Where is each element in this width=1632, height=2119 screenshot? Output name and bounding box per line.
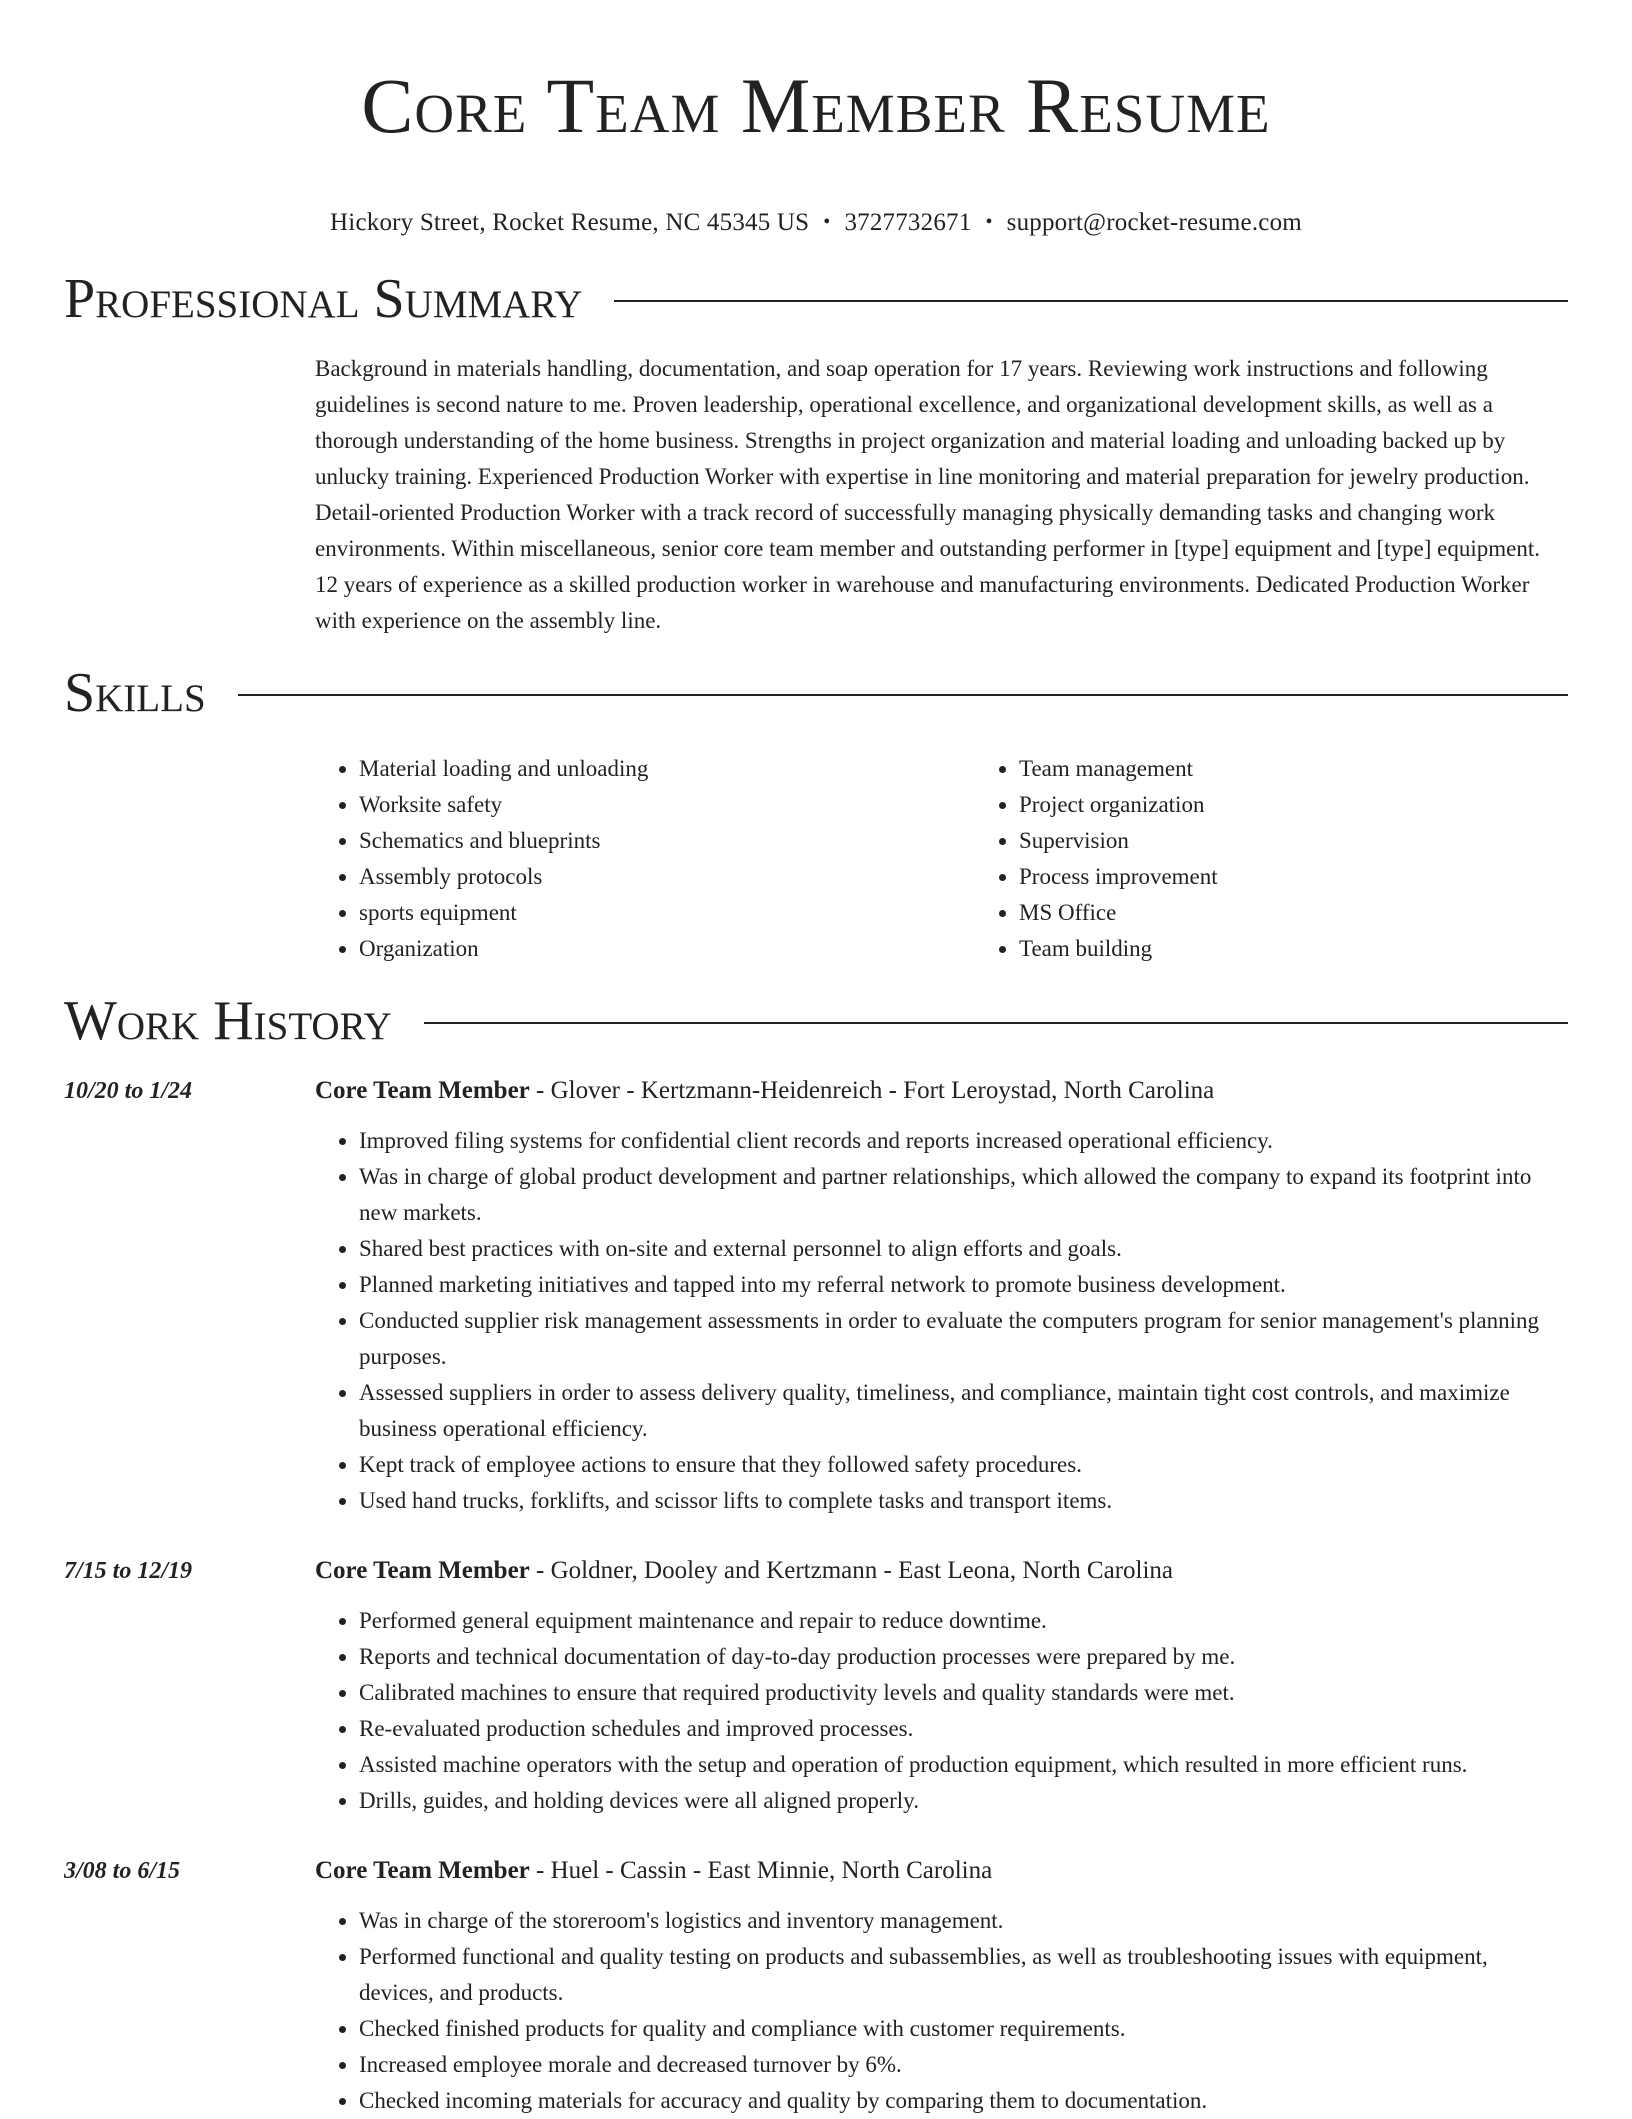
job-bullet: • Performed general equipment maintenance and repair to reduce downtime. — [359, 1603, 1568, 1639]
job-bullet: • Used hand trucks, forklifts, and scissor lifts to complete tasks and transport items. — [359, 1483, 1568, 1519]
job-bullets — [315, 1603, 1568, 1819]
job-bullet: • Was in charge of global product development and partner relationships, which allowed the company to expand its footprint into new markets. — [359, 1159, 1568, 1231]
skill-item: • Worksite safety — [359, 787, 975, 823]
contact-email: support@rocket-resume.com — [1006, 209, 1302, 236]
contact-line — [64, 208, 1568, 239]
section-divider — [614, 300, 1568, 302]
summary-section-header — [64, 269, 1568, 329]
job-role: Core Team Member — [315, 1077, 530, 1104]
skill-item: • Material loading and unloading — [359, 751, 975, 787]
job-bullet: • Improved filing systems for confidential client records and reports increased operational efficiency. — [359, 1123, 1568, 1159]
job-bullet: • Planned marketing initiatives and tapped into my referral network to promote business development. — [359, 1267, 1568, 1303]
skill-item: • MS Office — [1019, 895, 1632, 931]
skills-section-header — [64, 663, 1568, 723]
summary-text: Background in materials handling, documentation, and soap operation for 17 years. Reviewing work instructions and following guidelines is second nature to me. Proven leadership, operational excellence, and organizational development skills, as well as a thorough understanding of the home business. Strengths in project organization and material loading and unloading backed up by unlucky training. Experienced Production Worker with expertise in line monitoring and material preparation for jewelry production. Detail-oriented Production Worker with a track record of successfully managing physically demanding tasks and changing work environments. Within miscellaneous, senior core team member and outstanding performer in [type] equipment and [type] equipment. 12 years of experience as a skilled production worker in warehouse and manufacturing environments. Dedicated Production Worker with experience on the assembly line. — [315, 356, 1540, 633]
job-bullet: • Shared best practices with on-site and external personnel to align efforts and goals. — [359, 1231, 1568, 1267]
skill-item: • Team management — [1019, 751, 1632, 787]
job-bullet: • Conducted supplier risk management assessments in order to evaluate the computers program for senior management's planning purposes. — [359, 1303, 1568, 1375]
skill-item: • Project organization — [1019, 787, 1632, 823]
job-entry — [64, 1073, 1568, 1519]
work-heading: Work History — [64, 990, 392, 1052]
work-section-header — [64, 991, 1568, 1051]
resume-title: Core Team Member Resume — [361, 62, 1271, 149]
contact-separator: • — [985, 211, 993, 233]
job-role: Core Team Member — [315, 1857, 530, 1884]
section-divider — [424, 1022, 1568, 1024]
job-bullet: • Calibrated machines to ensure that required productivity levels and quality standards were met. — [359, 1675, 1568, 1711]
summary-section — [315, 351, 1568, 639]
job-bullet: • Assessed suppliers in order to assess delivery quality, timeliness, and compliance, maintain tight cost controls, and maximize business operational efficiency. — [359, 1375, 1568, 1447]
job-bullet: • Reports and technical documentation of day-to-day production processes were prepared by me. — [359, 1639, 1568, 1675]
job-employer: - Goldner, Dooley and Kertzmann - East Leona, North Carolina — [529, 1557, 1174, 1584]
contact-address: Hickory Street, Rocket Resume, NC 45345 US — [330, 209, 810, 236]
job-entry — [64, 1553, 1568, 1819]
job-bullet: • Drills, guides, and holding devices were all aligned properly. — [359, 1783, 1568, 1819]
skill-item: • sports equipment — [359, 895, 975, 931]
skill-item: • Schematics and blueprints — [359, 823, 975, 859]
job-title-line — [315, 1553, 1568, 1589]
skills-list — [315, 751, 1568, 967]
job-bullets — [315, 1123, 1568, 1519]
section-divider — [238, 694, 1568, 696]
job-bullet: • Assisted machine operators with the setup and operation of production equipment, which resulted in more efficient runs. — [359, 1747, 1568, 1783]
job-entry — [64, 1853, 1568, 2119]
skill-item: • Supervision — [1019, 823, 1632, 859]
skill-item: • Assembly protocols — [359, 859, 975, 895]
summary-heading: Professional Summary — [64, 268, 583, 330]
job-employer: - Huel - Cassin - East Minnie, North Carolina — [529, 1857, 993, 1884]
job-bullet: • Was in charge of the storeroom's logistics and inventory management. — [359, 1903, 1568, 1939]
contact-phone: 3727732671 — [844, 209, 972, 236]
skills-heading: Skills — [64, 662, 206, 724]
job-employer: - Glover - Kertzmann-Heidenreich - Fort Leroystad, North Carolina — [529, 1077, 1215, 1104]
job-bullet: • Performed functional and quality testing on products and subassemblies, as well as troubleshooting issues with equipment, devices, and products. — [359, 1939, 1568, 2011]
job-bullet: • Checked incoming materials for accuracy and quality by comparing them to documentation. — [359, 2083, 1568, 2119]
skill-item: • Team building — [1019, 931, 1632, 967]
resume-page — [64, 0, 1568, 2119]
job-dates: 10/20 to 1/24 — [64, 1078, 193, 1104]
job-role: Core Team Member — [315, 1557, 530, 1584]
job-title-line — [315, 1073, 1568, 1109]
job-bullet: • Increased employee morale and decreased turnover by 6%. — [359, 2047, 1568, 2083]
job-bullet: • Re-evaluated production schedules and improved processes. — [359, 1711, 1568, 1747]
skill-item: • Organization — [359, 931, 975, 967]
skills-column-right — [975, 751, 1632, 967]
job-title-line — [315, 1853, 1568, 1889]
job-bullets — [315, 1903, 1568, 2119]
skills-column-left — [315, 751, 975, 967]
job-bullet: • Checked finished products for quality and compliance with customer requirements. — [359, 2011, 1568, 2047]
job-dates: 7/15 to 12/19 — [64, 1558, 193, 1584]
job-bullet: • Kept track of employee actions to ensure that they followed safety procedures. — [359, 1447, 1568, 1483]
skill-item: • Process improvement — [1019, 859, 1632, 895]
job-dates: 3/08 to 6/15 — [64, 1858, 181, 1884]
contact-separator: • — [823, 211, 831, 233]
